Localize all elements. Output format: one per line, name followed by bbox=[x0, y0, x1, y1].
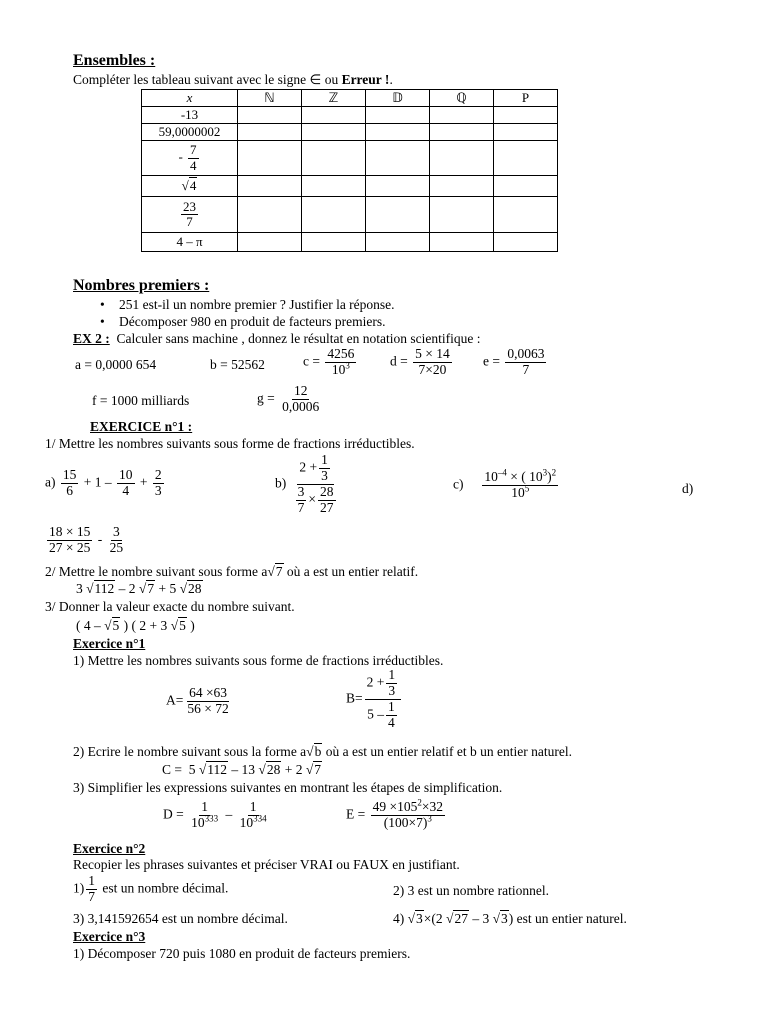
ex2-a: a = 0,0000 654 bbox=[75, 357, 157, 372]
ex2-statement: EX 2 : Calculer sans machine , donnez le résultat en notation scientifique : bbox=[73, 331, 481, 346]
expr-d: $\frac{18 \times 15}{27 \times 25}$ - $\frac{3}{25}$ bbox=[49, 524, 124, 555]
question-2: 2) Ecrire le nombre suivant sous la forme a√b où a est un entier relatif et b un entier naturel. bbox=[73, 744, 572, 759]
row-label: -13 bbox=[142, 107, 238, 124]
exercice-title: Exercice n°3 bbox=[73, 929, 146, 944]
statement-3: 3) 3,141592654 est un nombre décimal. bbox=[73, 911, 288, 926]
row-label: 59,0000002 bbox=[142, 124, 238, 141]
ex2-f: f = 1000 milliards bbox=[92, 393, 190, 408]
ensembles-instruction: Compléter les tableau suivant avec le signe ∈ ou Erreur !. bbox=[73, 72, 393, 87]
q2-expression: 3 √112 – 2 √7 + 5 √28 bbox=[76, 581, 202, 596]
question-3: 3) Simplifier les expressions suivantes en montrant les étapes de simplification. bbox=[73, 780, 503, 795]
header-x: x bbox=[142, 90, 238, 107]
question-2: 2/ Mettre le nombre suivant sous forme a√7 où a est un entier relatif. bbox=[45, 564, 419, 579]
expr-a: a) $\frac{15}{6}$ + 1 – $\frac{10}{4}$ + $\frac{2}{3}$ bbox=[45, 467, 162, 498]
expr-B: B= 2 + $\frac{1}{3}$ 5 – $\frac{1}{4}$ bbox=[346, 668, 403, 730]
question-text: 1) Décomposer 720 puis 1080 en produit de facteurs premiers. bbox=[73, 946, 411, 961]
exercice-title: Exercice n°2 bbox=[73, 841, 146, 856]
ex2-c: c = $\frac{4256}{10^3}$ bbox=[303, 346, 355, 377]
header-Z: ℤ bbox=[302, 90, 366, 107]
expr-A: A= $\frac{64 \times 63}{56 \times 72}$ bbox=[166, 685, 229, 716]
exercice-title: EXERCICE n°1 : bbox=[90, 419, 193, 434]
expr-C: C = 5 √112 – 13 √28 + 2 √7 bbox=[162, 762, 322, 777]
exercice-title: Exercice n°1 bbox=[73, 636, 146, 651]
ex2-d: d = $\frac{5 \times 14}{7\times 20}$ bbox=[390, 346, 450, 377]
expr-b: b) 2 + $\frac{1}{3}$ $\frac{3}{7}$ × $\frac{28}{27}$ bbox=[275, 452, 334, 515]
section-title-ensembles: Ensembles : bbox=[73, 52, 156, 69]
statement-1: 1) $\frac{1}{7}$ est un nombre décimal. bbox=[73, 873, 229, 904]
expr-c: c) $\frac{10^{-4} \times ( 10^3)^2}{10^5}$ bbox=[453, 467, 557, 500]
section-title-nombres-premiers: Nombres premiers : bbox=[73, 277, 210, 294]
ex2-e: e = $\frac{0,0063}{7}$ bbox=[483, 346, 545, 377]
statement-4: 4) √3×(2 √27 – 3 √3) est un entier naturel. bbox=[393, 911, 627, 926]
header-D: 𝔻 bbox=[366, 90, 430, 107]
exercice2-intro: Recopier les phrases suivantes et préciser VRAI ou FAUX en justifiant. bbox=[73, 857, 460, 872]
expr-E: E = $\frac{49 \times 105^2\times 32}{(100\times 7)^3}$ bbox=[346, 797, 443, 830]
question-3: 3/ Donner la valeur exacte du nombre suivant. bbox=[45, 599, 295, 614]
row-label: √4 bbox=[142, 176, 238, 197]
q3-expression: ( 4 – √5 ) ( 2 + 3 √5 ) bbox=[76, 618, 195, 633]
header-P: P bbox=[494, 90, 558, 107]
ex2-b: b = 52562 bbox=[210, 357, 265, 372]
expr-D: D = $\frac{1}{10^{333}}$ – $\frac{1}{10^{334}}$ bbox=[163, 799, 267, 830]
bullet-item: • Décomposer 980 en produit de facteurs premiers. bbox=[119, 314, 386, 330]
membership-table bbox=[141, 89, 558, 252]
header-Q: ℚ bbox=[430, 90, 494, 107]
statement-2: 2) 3 est un nombre rationnel. bbox=[393, 883, 549, 898]
row-label: $\frac{23}{7}$ bbox=[142, 197, 238, 233]
question-text: 1/ Mettre les nombres suivants sous forme de fractions irréductibles. bbox=[45, 436, 415, 451]
row-label: - $\frac{7}{4}$ bbox=[142, 141, 238, 176]
ex2-g: g = $\frac{12}{0,0006}$ bbox=[257, 383, 320, 414]
row-label: 4 – π bbox=[142, 233, 238, 252]
question-text: 1) Mettre les nombres suivants sous forme de fractions irréductibles. bbox=[73, 653, 444, 668]
expr-d-label: d) bbox=[682, 481, 694, 496]
bullet-item: • 251 est-il un nombre premier ? Justifier la réponse. bbox=[119, 297, 395, 313]
header-N: ℕ bbox=[238, 90, 302, 107]
